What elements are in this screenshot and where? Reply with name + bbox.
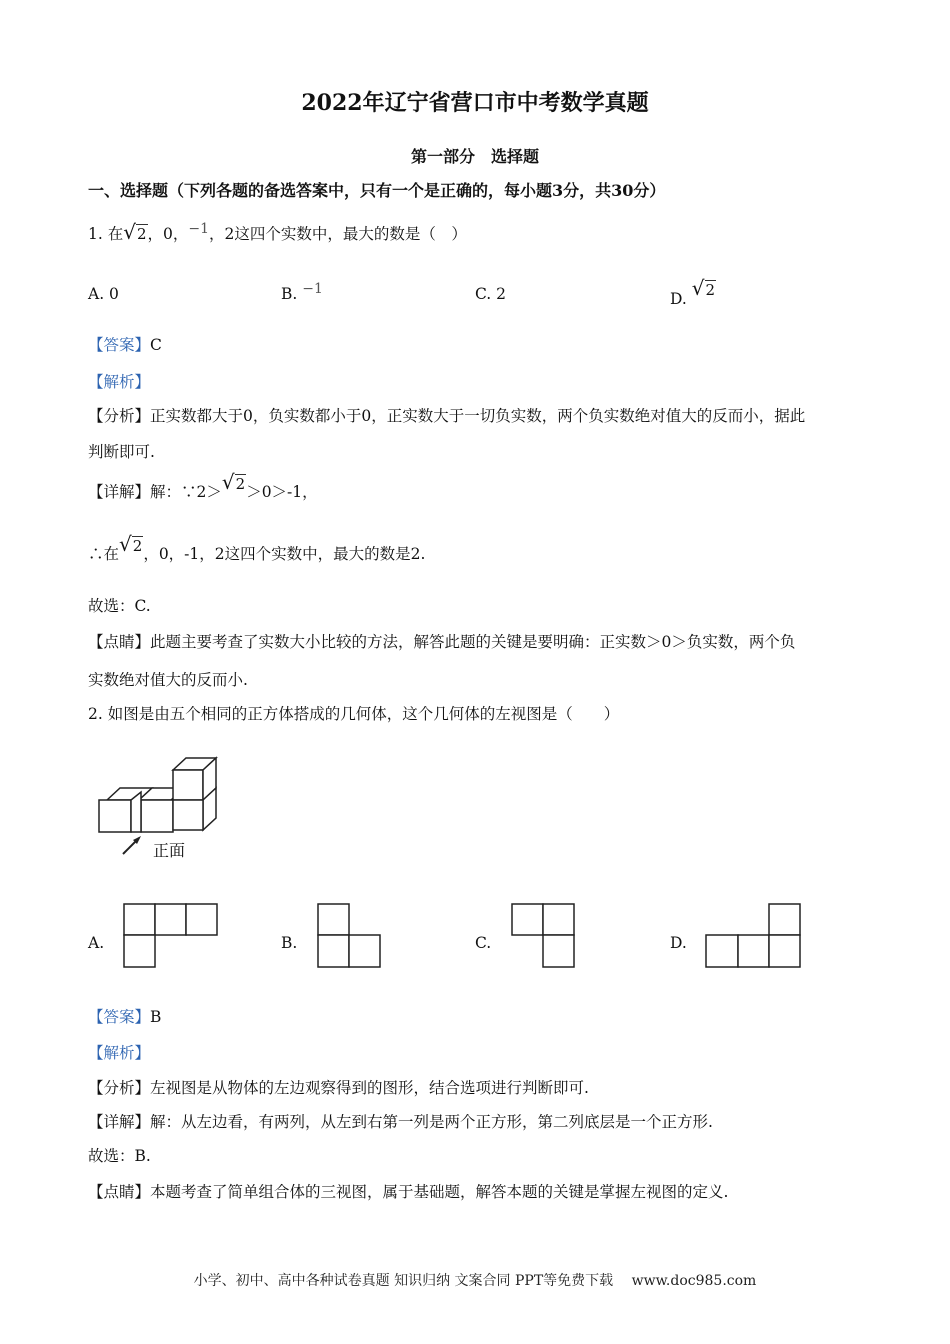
- q1-choose: 故选：C.: [88, 597, 151, 615]
- option-b-view: [318, 904, 383, 969]
- q2-detail: 【详解】解：从左边看，有两列，从左到右第一列是两个正方形，第二列底层是一个正方形.: [88, 1113, 713, 1131]
- section-heading: 一、选择题（下列各题的备选答案中，只有一个是正确的，每小题3分，共30分）: [88, 181, 666, 200]
- q2-fenxi: 【分析】左视图是从物体的左边观察得到的图形，结合选项进行判断即可.: [88, 1079, 589, 1097]
- q1-option-a: A. 0: [88, 285, 119, 303]
- q2-option-d: D.: [670, 934, 687, 952]
- option-a-view: [124, 904, 219, 969]
- part-heading: 第一部分 选择题: [410, 147, 539, 166]
- q1-stem: 1. 在√2，0，−1，2这四个实数中，最大的数是（ ）: [88, 220, 467, 244]
- q2-choose: 故选：B.: [88, 1147, 151, 1165]
- option-d-view: [706, 904, 803, 969]
- page-footer: 小学、初中、高中各种试卷真题 知识归纳 文案合同 PPT等免费下载 www.doc985.com: [193, 1273, 757, 1289]
- q1-comment-cont: 实数绝对值大的反而小.: [88, 671, 248, 689]
- q2-option-a: A.: [88, 934, 105, 952]
- q2-stem: 2. 如图是由五个相同的正方体搭成的几何体，这个几何体的左视图是（ ）: [88, 705, 620, 723]
- q1-option-b: B. −1: [281, 281, 323, 303]
- q2-option-c: C.: [475, 934, 492, 952]
- option-c-view: [512, 904, 577, 969]
- q1-answer: 【答案】C: [88, 336, 162, 354]
- q1-therefore: ∴在√2，0，-1，2这四个实数中，最大的数是2.: [88, 532, 426, 563]
- q1-comment: 【点睛】此题主要考查了实数大小比较的方法，解答此题的关键是要明确：正实数＞0＞负实数，两个负: [88, 633, 796, 651]
- q1-fenxi-cont: 判断即可.: [88, 443, 155, 461]
- q1-option-c: C. 2: [475, 285, 507, 303]
- sqrt-2: √2: [123, 220, 147, 244]
- q2-option-b: B.: [281, 934, 298, 952]
- front-label: 正面: [153, 841, 186, 860]
- page-title: 2022年辽宁省营口市中考数学真题: [301, 90, 649, 116]
- q1-detail: 【详解】解：∵2＞√2＞0＞-1，: [88, 470, 318, 501]
- q1-fenxi: 【分析】正实数都大于0，负实数都小于0，正实数大于一切负实数，两个负实数绝对值大的反而小，据此: [88, 407, 806, 425]
- q2-analysis-tag: 【解析】: [88, 1044, 151, 1062]
- q2-comment: 【点睛】本题考查了简单组合体的三视图，属于基础题，解答本题的关键是掌握左视图的定义.: [88, 1183, 729, 1201]
- q2-answer: 【答案】B: [88, 1008, 162, 1026]
- q1-option-d: D. √2: [670, 276, 716, 308]
- q1-analysis-tag: 【解析】: [88, 373, 151, 391]
